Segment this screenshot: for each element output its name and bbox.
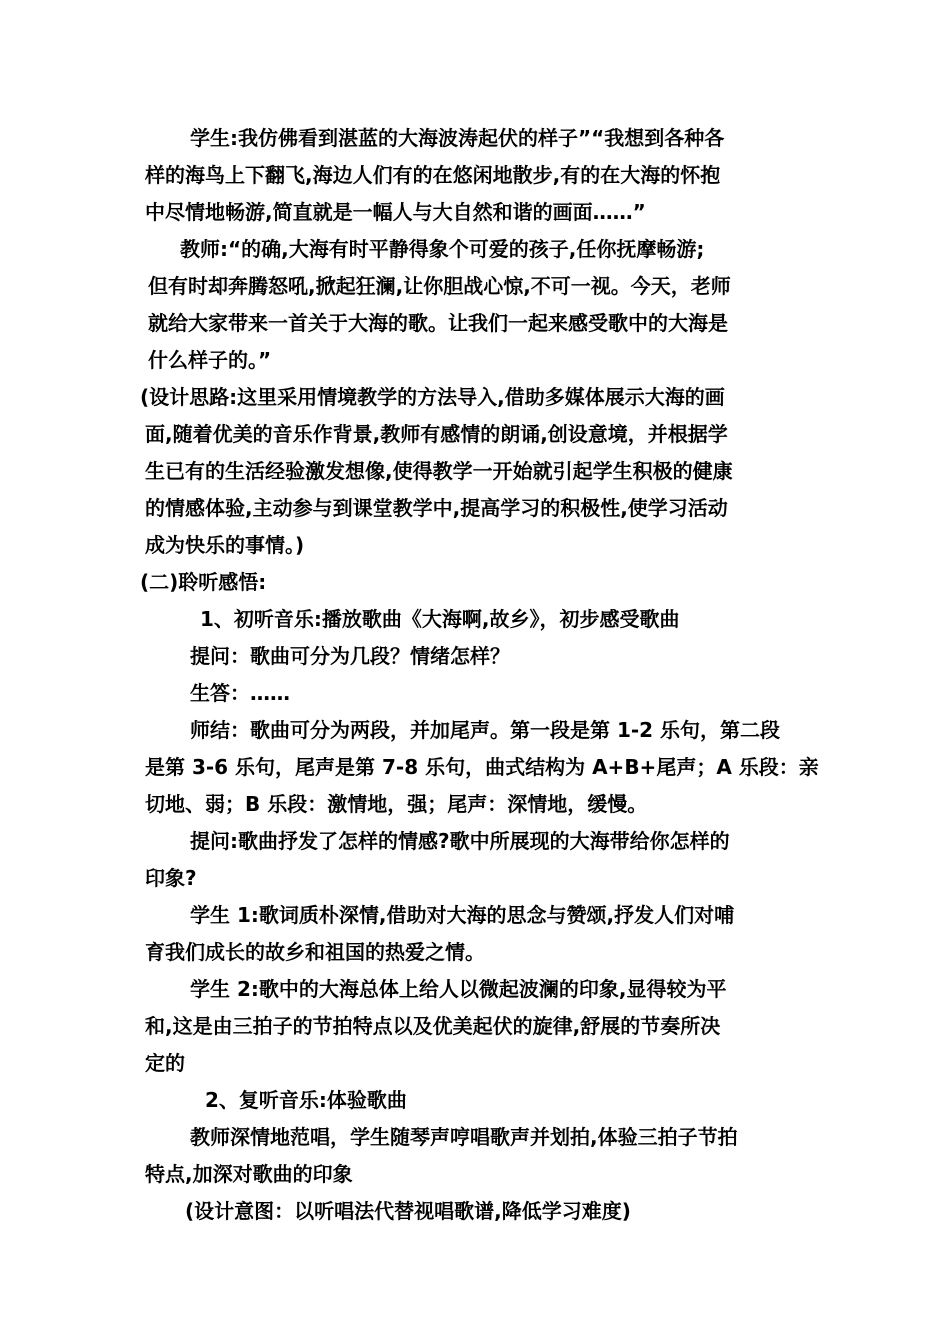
- text-line: 就给大家带来一首关于大海的歌。让我们一起来感受歌中的大海是: [148, 311, 728, 335]
- subsection-heading: 1、初听音乐:播放歌曲《大海啊,故乡》，初步感受歌曲: [200, 607, 680, 631]
- text-line: 印象?: [145, 866, 197, 890]
- text-line: 的情感体验,主动参与到课堂教学中,提高学习的积极性,使学习活动: [145, 496, 728, 520]
- text-line: 面,随着优美的音乐作背景,教师有感情的朗诵,创设意境，并根据学: [145, 422, 728, 446]
- text-line: 中尽情地畅游,简直就是一幅人与大自然和谐的画面……”: [145, 200, 646, 224]
- text-line: 样的海鸟上下翻飞,海边人们有的在悠闲地散步,有的在大海的怀抱: [145, 163, 721, 187]
- text-line: 成为快乐的事情。): [145, 533, 305, 557]
- text-line: 教师深情地范唱，学生随琴声哼唱歌声并划拍,体验三拍子节拍: [190, 1125, 738, 1149]
- text-line: 育我们成长的故乡和祖国的热爱之情。: [145, 940, 485, 964]
- text-line: 是第 3-6 乐句，尾声是第 7-8 乐句，曲式结构为 A+B+尾声；A 乐段：亲: [145, 755, 819, 779]
- text-line: (设计意图：以听唱法代替视唱歌谱,降低学习难度): [185, 1199, 631, 1223]
- text-line: 和,这是由三拍子的节拍特点以及优美起伏的旋律,舒展的节奏所决: [145, 1014, 721, 1038]
- section-heading: (二)聆听感悟:: [140, 570, 267, 594]
- text-line: 但有时却奔腾怒吼,掀起狂澜,让你胆战心惊,不可一视。今天，老师: [148, 274, 731, 298]
- text-line: 生答：……: [190, 681, 290, 705]
- text-line: 特点,加深对歌曲的印象: [145, 1162, 353, 1186]
- text-line: (设计思路:这里采用情境教学的方法导入,借助多媒体展示大海的画: [140, 385, 725, 409]
- text-line: 生已有的生活经验激发想像,使得教学一开始就引起学生积极的健康: [145, 459, 733, 483]
- text-line: 定的: [145, 1051, 185, 1075]
- text-line: 提问:歌曲抒发了怎样的情感?歌中所展现的大海带给你怎样的: [190, 829, 730, 853]
- text-line: 教师:“的确,大海有时平静得象个可爱的孩子,任你抚摩畅游;: [180, 237, 705, 261]
- text-line: 学生 2:歌中的大海总体上给人以微起波澜的印象,显得较为平: [190, 977, 727, 1001]
- text-line: 提问：歌曲可分为几段？情绪怎样？: [190, 644, 510, 668]
- text-line: 切地、弱；B 乐段：激情地，强；尾声：深情地，缓慢。: [145, 792, 648, 816]
- text-line: 学生:我仿佛看到湛蓝的大海波涛起伏的样子”“我想到各种各: [190, 126, 725, 150]
- subsection-heading: 2、复听音乐:体验歌曲: [205, 1088, 407, 1112]
- text-line: 学生 1:歌词质朴深情,借助对大海的思念与赞颂,抒发人们对哺: [190, 903, 735, 927]
- text-line: 什么样子的。”: [148, 348, 272, 372]
- text-line: 师结：歌曲可分为两段，并加尾声。第一段是第 1-2 乐句，第二段: [190, 718, 781, 742]
